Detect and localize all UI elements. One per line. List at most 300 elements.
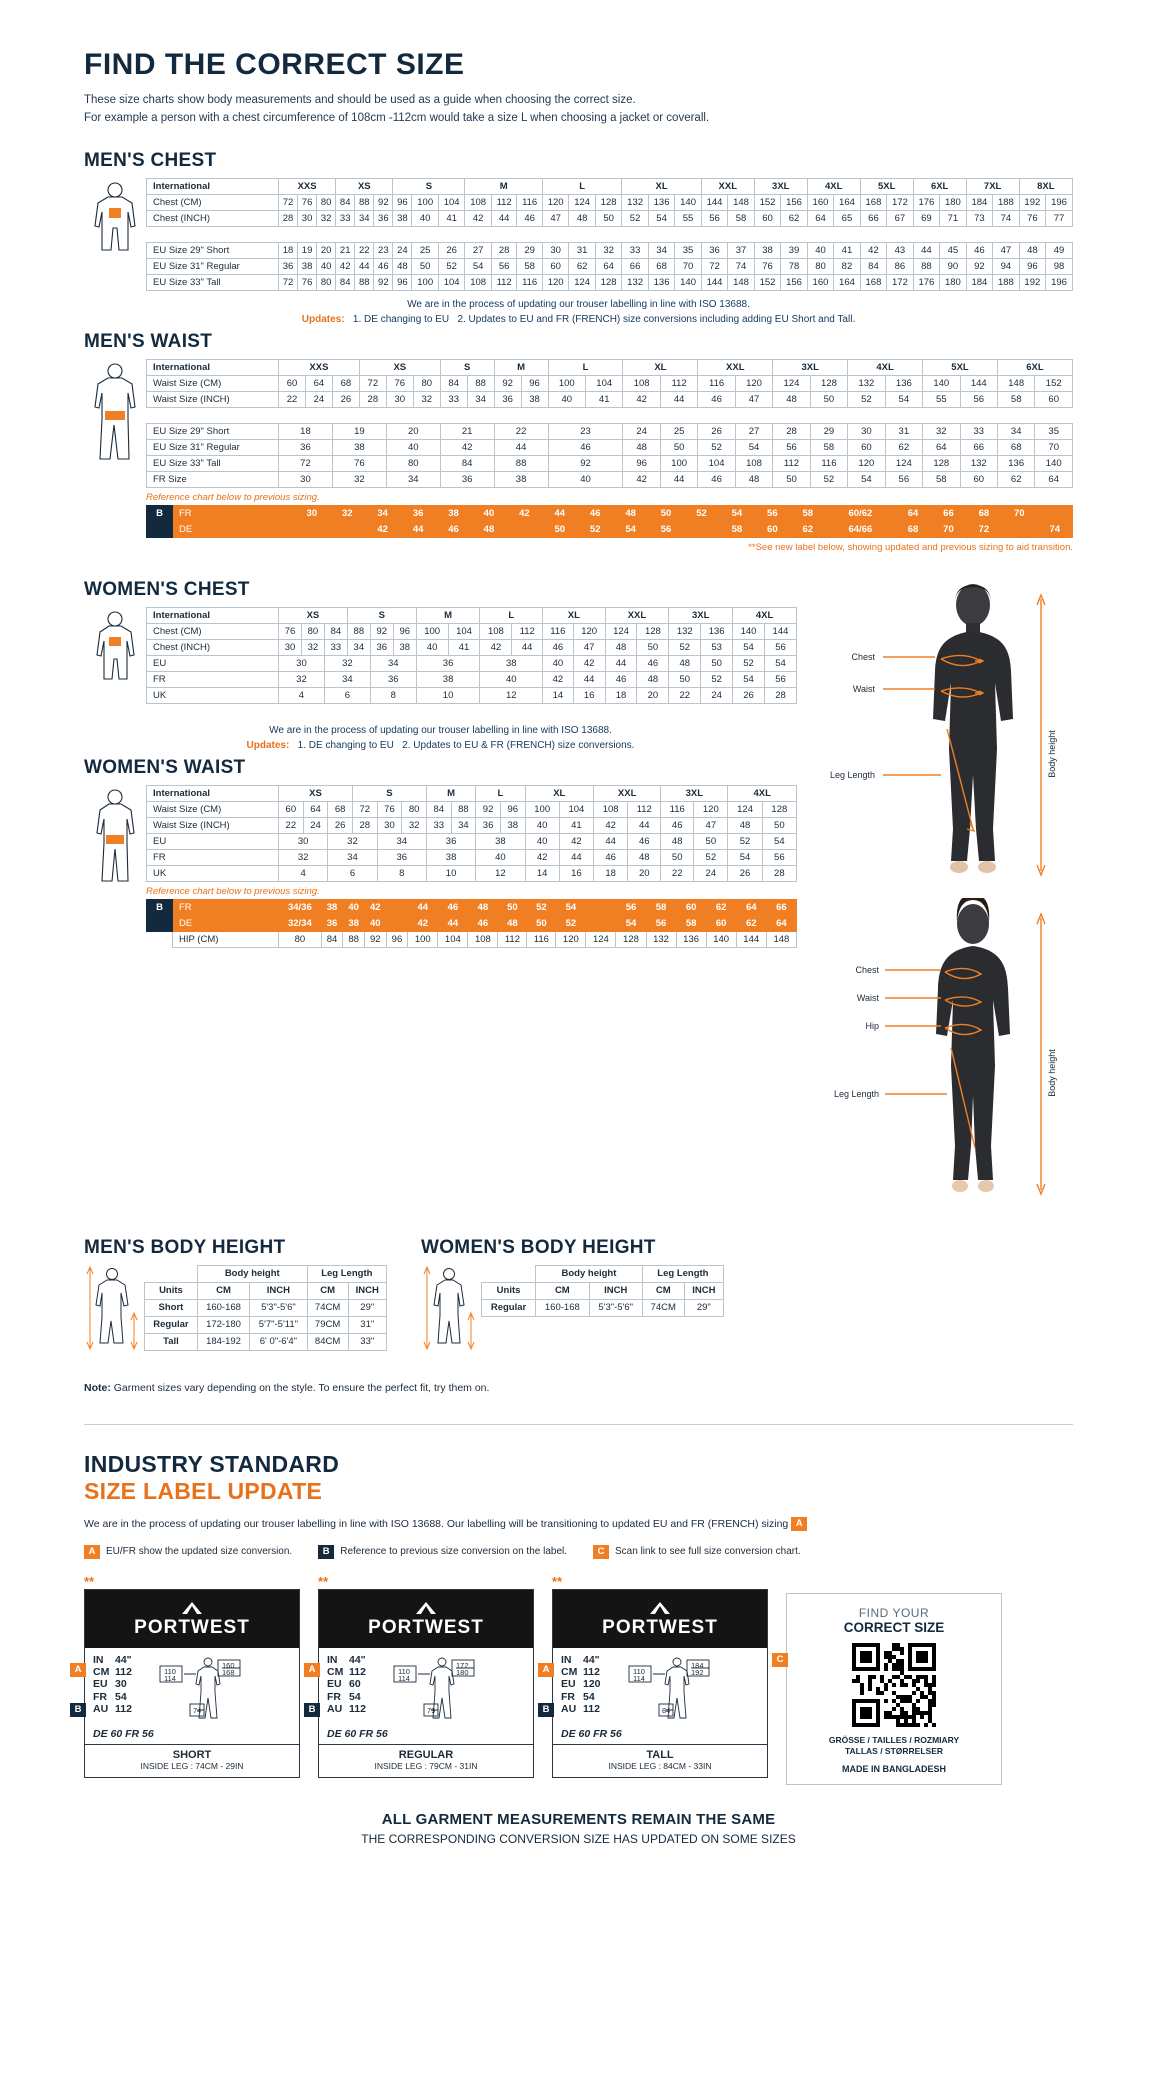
- data-cell: 92: [548, 455, 623, 471]
- data-cell: 168: [860, 274, 886, 290]
- data-cell: 84: [860, 258, 886, 274]
- data-cell: 70: [675, 258, 701, 274]
- data-cell: 12: [480, 687, 543, 703]
- table-row: [147, 471, 1073, 487]
- data-cell: 62: [885, 439, 922, 455]
- data-cell: 28: [359, 391, 386, 407]
- womens-waist-updates-label: Updates:: [246, 739, 290, 751]
- data-cell: 32: [402, 817, 427, 833]
- data-cell: 30: [294, 505, 329, 521]
- data-cell: 52: [622, 210, 648, 226]
- data-cell: 124: [728, 801, 762, 817]
- data-cell: 42: [559, 833, 593, 849]
- size-header-cell: XS: [359, 359, 440, 375]
- qr-card[interactable]: [786, 1593, 1002, 1785]
- data-cell: 44: [913, 242, 939, 258]
- data-cell: 21: [336, 242, 355, 258]
- label-size-key: AU: [561, 1703, 577, 1716]
- data-cell: 46: [628, 833, 661, 849]
- data-cell: 36: [426, 833, 475, 849]
- data-cell: 48: [605, 639, 637, 655]
- data-cell: 26: [698, 423, 735, 439]
- size-header-cell: S: [440, 359, 494, 375]
- data-cell: 58: [728, 210, 754, 226]
- data-cell: 38: [480, 655, 543, 671]
- label-figure: [138, 1654, 293, 1726]
- data-cell: 64: [305, 375, 332, 391]
- data-cell: 73: [966, 210, 992, 226]
- data-cell: [294, 521, 329, 537]
- table-row: [147, 210, 1073, 226]
- fit-note-text: Garment sizes vary depending on the style. To ensure the perfect fit, try them on.: [110, 1381, 490, 1394]
- data-cell: [330, 521, 365, 537]
- data-cell: 128: [810, 375, 847, 391]
- mens-body-height-table: [144, 1265, 387, 1351]
- data-cell: 96: [393, 623, 416, 639]
- womens-waist-updates-intro: We are in the process of updating our trouser labelling in line with ISO 13688.: [269, 724, 612, 736]
- data-cell: 42: [594, 817, 628, 833]
- size-header-cell: XXS: [279, 359, 360, 375]
- data-cell: 116: [517, 194, 543, 210]
- data-cell: 48: [498, 915, 527, 931]
- legend-item-a: [84, 1545, 292, 1559]
- data-cell: 33: [336, 210, 355, 226]
- data-cell: 148: [997, 375, 1034, 391]
- data-cell: 45: [940, 242, 966, 258]
- label-size-key: IN: [93, 1653, 104, 1666]
- row-label: FR: [173, 505, 279, 521]
- data-cell: 52: [728, 833, 762, 849]
- qr-title-1: FIND YOUR: [858, 1605, 930, 1620]
- previous-size-row: [147, 915, 797, 931]
- data-cell: 124: [605, 623, 637, 639]
- data-cell: 36: [416, 655, 480, 671]
- data-cell: 124: [885, 455, 922, 471]
- data-cell: 58: [646, 899, 676, 915]
- chip-a-marker: A: [304, 1663, 320, 1677]
- data-cell: 52: [694, 849, 728, 865]
- label-size-value: 112: [349, 1666, 366, 1678]
- svg-text:110: 110: [164, 1666, 177, 1676]
- data-cell: 44: [542, 505, 577, 521]
- data-cell: 66: [622, 258, 648, 274]
- data-cell: 32: [595, 242, 621, 258]
- sub-header-cell: CM: [642, 1282, 684, 1299]
- data-cell: 32: [330, 505, 365, 521]
- data-cell: 48: [637, 671, 669, 687]
- data-cell: 48: [661, 833, 694, 849]
- legend-text-c: Scan link to see full size conversion chart.: [615, 1546, 801, 1558]
- brand-name: PORTWEST: [602, 1616, 718, 1638]
- data-cell: 140: [923, 375, 960, 391]
- data-cell: 68: [895, 521, 930, 537]
- size-header-cell: M: [494, 359, 548, 375]
- size-header-cell: 5XL: [860, 178, 913, 194]
- womens-waist-updates: [84, 723, 797, 753]
- label-size-value: 112: [349, 1703, 366, 1716]
- data-cell: 140: [733, 623, 765, 639]
- data-cell: 41: [438, 210, 464, 226]
- empty-corner: [482, 1265, 536, 1282]
- data-cell: 104: [585, 375, 622, 391]
- data-cell: 34: [355, 210, 374, 226]
- row-label: Tall: [145, 1333, 198, 1350]
- previous-size-row: [147, 899, 797, 915]
- table-row: [147, 375, 1073, 391]
- data-cell: 5'7"-5'11": [250, 1316, 307, 1333]
- group-header-body-height: Body height: [197, 1265, 307, 1282]
- data-cell: 96: [393, 274, 412, 290]
- legend-text-b: Reference to previous size conversion on the label.: [340, 1546, 568, 1558]
- data-cell: 128: [762, 801, 796, 817]
- data-cell: 34: [648, 242, 674, 258]
- row-label: EU Size 33" Tall: [147, 274, 279, 290]
- data-cell: 31: [885, 423, 922, 439]
- data-cell: 132: [646, 931, 676, 947]
- data-cell: 44: [594, 833, 628, 849]
- data-cell: 76: [386, 375, 413, 391]
- data-cell: 72: [701, 258, 727, 274]
- row-label: UK: [147, 687, 279, 703]
- row-tag-empty: [147, 931, 173, 947]
- data-cell: 60: [754, 210, 780, 226]
- label-size-key: IN: [327, 1653, 338, 1666]
- data-cell: 76: [298, 274, 317, 290]
- svg-text:79: 79: [427, 1705, 436, 1715]
- qr-origin: MADE IN BANGLADESH: [841, 1763, 946, 1774]
- data-cell: 10: [426, 865, 475, 881]
- data-cell: 54: [556, 899, 586, 915]
- row-label: EU Size 29" Short: [147, 242, 279, 258]
- data-cell: 54: [728, 849, 762, 865]
- mens-waist-see-label: **See new label below, showing updated and previous sizing to aid transition.: [748, 541, 1073, 553]
- data-cell: 80: [279, 931, 322, 947]
- sub-header-cell: INCH: [348, 1282, 386, 1299]
- data-cell: 136: [676, 931, 706, 947]
- data-cell: 42: [525, 849, 559, 865]
- data-cell: 44: [512, 639, 543, 655]
- data-cell: 64: [303, 801, 328, 817]
- womens-body-height-table: [481, 1265, 724, 1317]
- data-cell: 33: [324, 639, 347, 655]
- label-size-rows: [93, 1654, 132, 1726]
- data-cell: 34: [324, 671, 370, 687]
- label-body: [85, 1648, 299, 1728]
- chip-a-marker: A: [70, 1663, 86, 1677]
- data-cell: 36: [476, 817, 501, 833]
- data-cell: 46: [698, 391, 735, 407]
- size-header-cell: M: [465, 178, 542, 194]
- industry-legend: [84, 1545, 1073, 1559]
- data-cell: 36: [377, 849, 426, 865]
- data-cell: 56: [764, 671, 796, 687]
- data-cell: 64: [923, 439, 960, 455]
- data-cell: 38: [476, 833, 525, 849]
- fit-note-label: Note:: [84, 1381, 111, 1394]
- label-size-value: 60: [349, 1678, 361, 1691]
- garment-label-card: [308, 1573, 534, 1778]
- svg-text:84: 84: [661, 1705, 671, 1715]
- data-cell: 90: [940, 258, 966, 274]
- womens-chest-title: WOMEN'S CHEST: [84, 578, 250, 600]
- mens-waist-ref-note: Reference chart below to previous sizing.: [146, 491, 320, 503]
- data-cell: 40: [543, 655, 574, 671]
- data-cell: 32: [279, 849, 328, 865]
- data-cell: 46: [966, 242, 992, 258]
- data-cell: 36: [400, 505, 435, 521]
- sub-header-cell: INCH: [589, 1282, 642, 1299]
- mens-waist-update-2: 2. Updates to EU and FR (FRENCH) size conversions including adding EU Short and Tall.: [457, 313, 856, 325]
- data-cell: 176: [913, 274, 939, 290]
- intro-line-1: These size charts show body measurements and should be used as a guide when choosing the correct size.: [84, 94, 636, 106]
- label-size-key: EU: [327, 1678, 342, 1691]
- size-header-cell: 3XL: [754, 178, 807, 194]
- data-cell: 108: [735, 455, 772, 471]
- data-cell: 28: [762, 865, 796, 881]
- data-cell: 42: [336, 258, 355, 274]
- data-cell: 38: [521, 391, 548, 407]
- data-cell: 42: [860, 242, 886, 258]
- data-cell: 12: [476, 865, 525, 881]
- data-cell: 60: [960, 471, 997, 487]
- label-size-value: 112: [115, 1666, 132, 1678]
- data-cell: 38: [754, 242, 780, 258]
- data-cell: 62: [569, 258, 595, 274]
- data-cell: 48: [728, 817, 762, 833]
- table-row: [147, 817, 797, 833]
- label-previous-conversion: DE 60 FR 56: [93, 1727, 154, 1740]
- row-tag: B: [147, 899, 173, 915]
- label-body: [319, 1648, 533, 1728]
- male-waist-figure: [84, 359, 146, 489]
- data-cell: 54: [465, 258, 491, 274]
- bottom-line-1: ALL GARMENT MEASUREMENTS REMAIN THE SAME: [381, 1810, 776, 1828]
- row-label: Waist Size (INCH): [147, 817, 279, 833]
- data-cell: 84CM: [307, 1333, 348, 1350]
- data-cell: 35: [1035, 423, 1073, 439]
- data-cell: 156: [781, 274, 807, 290]
- label-size-value: 44": [115, 1653, 132, 1666]
- svg-text:110: 110: [632, 1666, 645, 1676]
- data-cell: 32/34: [279, 915, 322, 931]
- label-size-key: EU: [561, 1678, 576, 1691]
- data-cell: 148: [728, 274, 754, 290]
- mens-waist-updates: [84, 297, 1073, 327]
- data-cell: 52: [701, 671, 733, 687]
- data-cell: 72: [279, 274, 298, 290]
- mens-waist-update-1: 1. DE changing to EU: [352, 313, 450, 325]
- data-cell: 34: [467, 391, 494, 407]
- size-header-cell: XS: [336, 178, 393, 194]
- data-cell: 62: [706, 899, 736, 915]
- label-size-row: [561, 1678, 601, 1690]
- data-cell: 22: [355, 242, 374, 258]
- data-cell: 160: [807, 194, 833, 210]
- data-cell: 50: [648, 505, 683, 521]
- male-model-card: [823, 579, 1073, 884]
- previous-size-row: [147, 505, 1073, 521]
- data-cell: 30: [848, 423, 885, 439]
- svg-text:168: 168: [222, 1667, 235, 1677]
- label-size-value: 54: [583, 1690, 595, 1703]
- data-cell: 46: [543, 639, 574, 655]
- data-cell: 120: [848, 455, 885, 471]
- data-cell: 48: [628, 849, 661, 865]
- data-cell: 84: [336, 274, 355, 290]
- data-cell: 18: [605, 687, 637, 703]
- mens-chest-heading-row: [84, 150, 1073, 178]
- legend-item-b: [318, 1545, 567, 1559]
- data-cell: 44: [408, 899, 438, 915]
- mens-waist-title: MEN'S WAIST: [84, 330, 213, 352]
- svg-text:Leg Length: Leg Length: [829, 769, 875, 780]
- table-row: [147, 423, 1073, 439]
- data-cell: 120: [542, 194, 568, 210]
- data-cell: 52: [698, 439, 735, 455]
- data-cell: 56: [764, 639, 796, 655]
- data-cell: 38: [494, 471, 548, 487]
- size-header-cell: L: [476, 785, 525, 801]
- data-cell: 39: [781, 242, 807, 258]
- data-cell: 108: [480, 623, 512, 639]
- data-cell: 144: [736, 931, 766, 947]
- label-previous-conversion: DE 60 FR 56: [561, 1727, 622, 1740]
- data-cell: 42: [408, 915, 438, 931]
- svg-text:192: 192: [690, 1667, 704, 1677]
- data-cell: 100: [525, 801, 559, 817]
- data-cell: 56: [773, 439, 810, 455]
- label-fit-name: TALL: [646, 1748, 674, 1761]
- data-cell: 54: [885, 391, 922, 407]
- data-cell: 46: [594, 849, 628, 865]
- size-header-cell: S: [393, 178, 465, 194]
- table-row: [147, 455, 1073, 471]
- data-cell: 30: [279, 471, 333, 487]
- data-cell: 112: [491, 274, 517, 290]
- data-cell: 32: [324, 655, 370, 671]
- data-cell: 19: [298, 242, 317, 258]
- data-cell: 180: [940, 274, 966, 290]
- data-cell: 30: [279, 639, 302, 655]
- data-cell: [684, 521, 719, 537]
- size-header-cell: 4XL: [807, 178, 860, 194]
- data-cell: 36: [701, 242, 727, 258]
- data-cell: 58: [923, 471, 960, 487]
- data-cell: 30: [279, 655, 325, 671]
- data-cell: 28: [773, 423, 810, 439]
- data-cell: 14: [525, 865, 559, 881]
- row-label: Waist Size (CM): [147, 801, 279, 817]
- data-cell: 124: [586, 931, 616, 947]
- data-cell: 116: [698, 375, 735, 391]
- chip-a-marker: A: [538, 1663, 554, 1677]
- data-cell: 88: [494, 455, 548, 471]
- table-row: [147, 671, 797, 687]
- size-header-cell: 4XL: [848, 359, 923, 375]
- data-cell: 100: [660, 455, 697, 471]
- size-header-cell: 6XL: [997, 359, 1072, 375]
- data-cell: 92: [374, 194, 393, 210]
- table-row: [147, 865, 797, 881]
- svg-text:Leg Length: Leg Length: [833, 1088, 879, 1099]
- label-size-key: EU: [93, 1678, 108, 1691]
- data-cell: 172: [887, 194, 913, 210]
- data-cell: 32: [332, 471, 386, 487]
- qr-languages: GRÖSSE / TAILLES / ROZMIARY TALLAS / STØRRELSER: [828, 1734, 960, 1757]
- data-cell: [1002, 521, 1037, 537]
- data-cell: 196: [1046, 194, 1073, 210]
- data-cell: 112: [773, 455, 810, 471]
- data-cell: 8: [377, 865, 426, 881]
- data-cell: 58: [790, 505, 825, 521]
- data-cell: 29: [517, 242, 543, 258]
- size-header-cell: L: [480, 607, 543, 623]
- data-cell: 24: [393, 242, 412, 258]
- data-cell: 33: [440, 391, 467, 407]
- data-cell: 128: [595, 194, 621, 210]
- table-row: [147, 194, 1073, 210]
- data-cell: 50: [669, 671, 701, 687]
- label-size-value: 112: [115, 1703, 132, 1716]
- svg-text:160: 160: [222, 1660, 235, 1670]
- data-cell: 6: [324, 687, 370, 703]
- label-brand-band: [553, 1590, 767, 1648]
- data-cell: 41: [585, 391, 622, 407]
- size-header-cell: XXL: [698, 359, 773, 375]
- fit-note: [84, 1382, 1073, 1394]
- label-fit-name: REGULAR: [398, 1748, 454, 1761]
- label-asterisks: **: [552, 1573, 563, 1589]
- data-cell: 56: [491, 258, 517, 274]
- data-cell: 70: [1035, 439, 1073, 455]
- size-header-cell: XXL: [594, 785, 661, 801]
- data-cell: 104: [438, 931, 468, 947]
- data-cell: 46: [548, 439, 623, 455]
- row-label: EU: [147, 833, 279, 849]
- svg-text:Chest: Chest: [851, 651, 875, 662]
- data-cell: 88: [355, 274, 374, 290]
- data-cell: 184-192: [197, 1333, 249, 1350]
- data-cell: 60: [279, 801, 304, 817]
- data-cell: 54: [848, 471, 885, 487]
- qr-code[interactable]: [852, 1643, 936, 1727]
- data-cell: 54: [613, 521, 648, 537]
- data-cell: 42: [543, 671, 574, 687]
- data-cell: 32: [279, 671, 325, 687]
- header-label: International: [147, 785, 279, 801]
- data-cell: 144: [764, 623, 796, 639]
- data-cell: 47: [573, 639, 605, 655]
- data-cell: 56: [701, 210, 727, 226]
- data-cell: 16: [573, 687, 605, 703]
- data-cell: 140: [1035, 455, 1073, 471]
- data-cell: 108: [465, 194, 491, 210]
- data-cell: 50: [701, 655, 733, 671]
- size-header-cell: S: [347, 607, 416, 623]
- table-header-row: [147, 178, 1073, 194]
- data-cell: 54: [648, 210, 674, 226]
- data-cell: 96: [521, 375, 548, 391]
- data-cell: 10: [416, 687, 480, 703]
- industry-lead-text: We are in the process of updating our trouser labelling in line with ISO 13688. Our labelling will be transitioning to updated EU and FR (FRENCH) sizing: [84, 1517, 789, 1530]
- data-cell: 24: [303, 817, 328, 833]
- data-cell: 100: [408, 931, 438, 947]
- data-cell: 32: [328, 833, 377, 849]
- chip-c-marker: C: [772, 1653, 788, 1667]
- data-cell: [279, 505, 287, 521]
- data-cell: 184: [966, 194, 992, 210]
- model-photos: [823, 579, 1073, 1217]
